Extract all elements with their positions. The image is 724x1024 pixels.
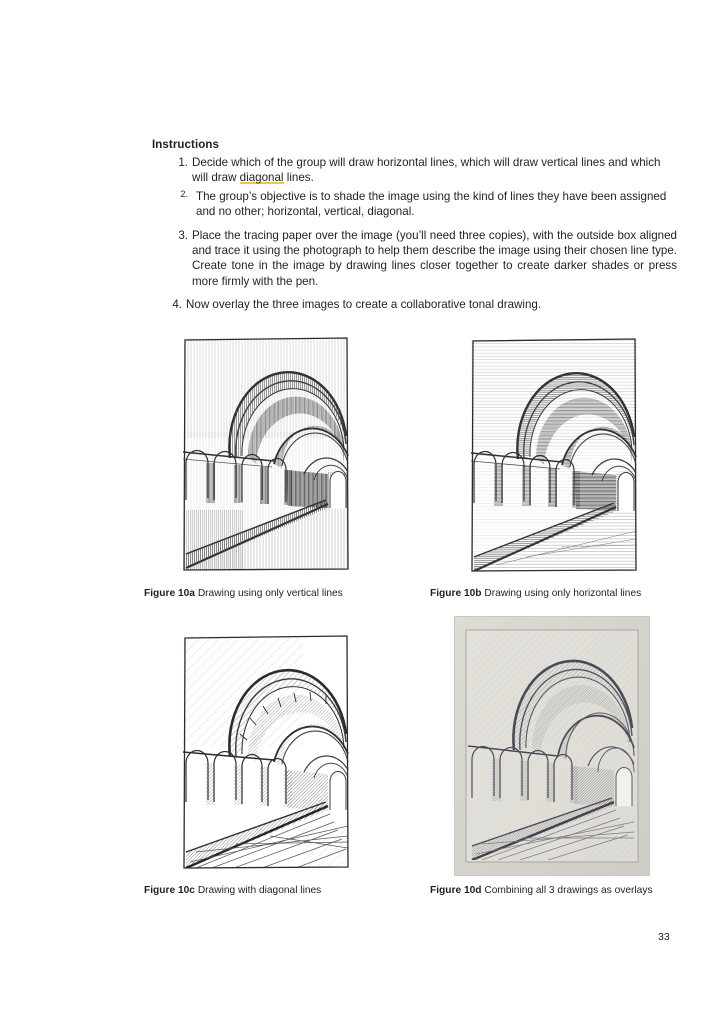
- figure-10d-caption-text: Combining all 3 drawings as overlays: [484, 885, 653, 896]
- figure-10c-caption: [144, 884, 321, 897]
- instruction-item-4: [152, 297, 677, 312]
- figure-10c-label: Figure 10c: [144, 885, 195, 896]
- instruction-item-1: [152, 155, 677, 186]
- instruction-item-3: [152, 228, 677, 290]
- highlighted-word-diagonal: diagonal: [239, 171, 284, 185]
- figure-10a-image: [178, 332, 354, 576]
- figure-10d-image: [454, 616, 650, 876]
- figure-10d-label: Figure 10d: [430, 885, 482, 896]
- figure-10b-label: Figure 10b: [430, 588, 482, 599]
- instruction-text-1: [192, 155, 677, 186]
- instructions-block: [152, 138, 677, 313]
- figure-10b-image: [466, 333, 642, 577]
- instruction-text-1-part-b: lines.: [283, 171, 314, 185]
- page-title: Instructions: [152, 139, 220, 151]
- instruction-number-1: 1.: [178, 156, 188, 169]
- instruction-text-3: Place the tracing paper over the image (you’ll need three copies), with the outside box aligned and trace it using the photograph to help them describe the image using their chosen line type. Create tone in the image by drawing lines closer together to create darker shades or press more firmly with the pen.: [192, 228, 677, 288]
- page-number: 33: [658, 931, 670, 943]
- figure-10a-label: Figure 10a: [144, 588, 195, 599]
- instruction-number-2: 2.: [180, 188, 188, 199]
- instruction-number-3: 3.: [178, 228, 188, 242]
- figure-10b-caption: [430, 587, 641, 600]
- figure-10b-caption-text: Drawing using only horizontal lines: [484, 588, 642, 599]
- instruction-number-4: 4.: [172, 298, 182, 312]
- instruction-text-1-part-a: Decide which of the group will draw horizontal lines, which will draw vertical lines and which will draw: [192, 156, 661, 185]
- instruction-item-2: [152, 189, 677, 220]
- instruction-text-4: Now overlay the three images to create a collaborative tonal drawing.: [186, 298, 542, 312]
- instruction-text-2: The group’s objective is to shade the image using the kind of lines they have been assigned and no other; horizontal, vertical, diagonal.: [196, 189, 667, 219]
- figure-10a-caption: [144, 587, 343, 600]
- figure-10c-caption-text: Drawing with diagonal lines: [197, 885, 322, 896]
- figure-10a-caption-text: Drawing using only vertical lines: [197, 588, 343, 599]
- figure-10d-caption: [430, 884, 653, 897]
- instructions-list: [152, 155, 677, 313]
- figure-10c-image: [178, 630, 354, 874]
